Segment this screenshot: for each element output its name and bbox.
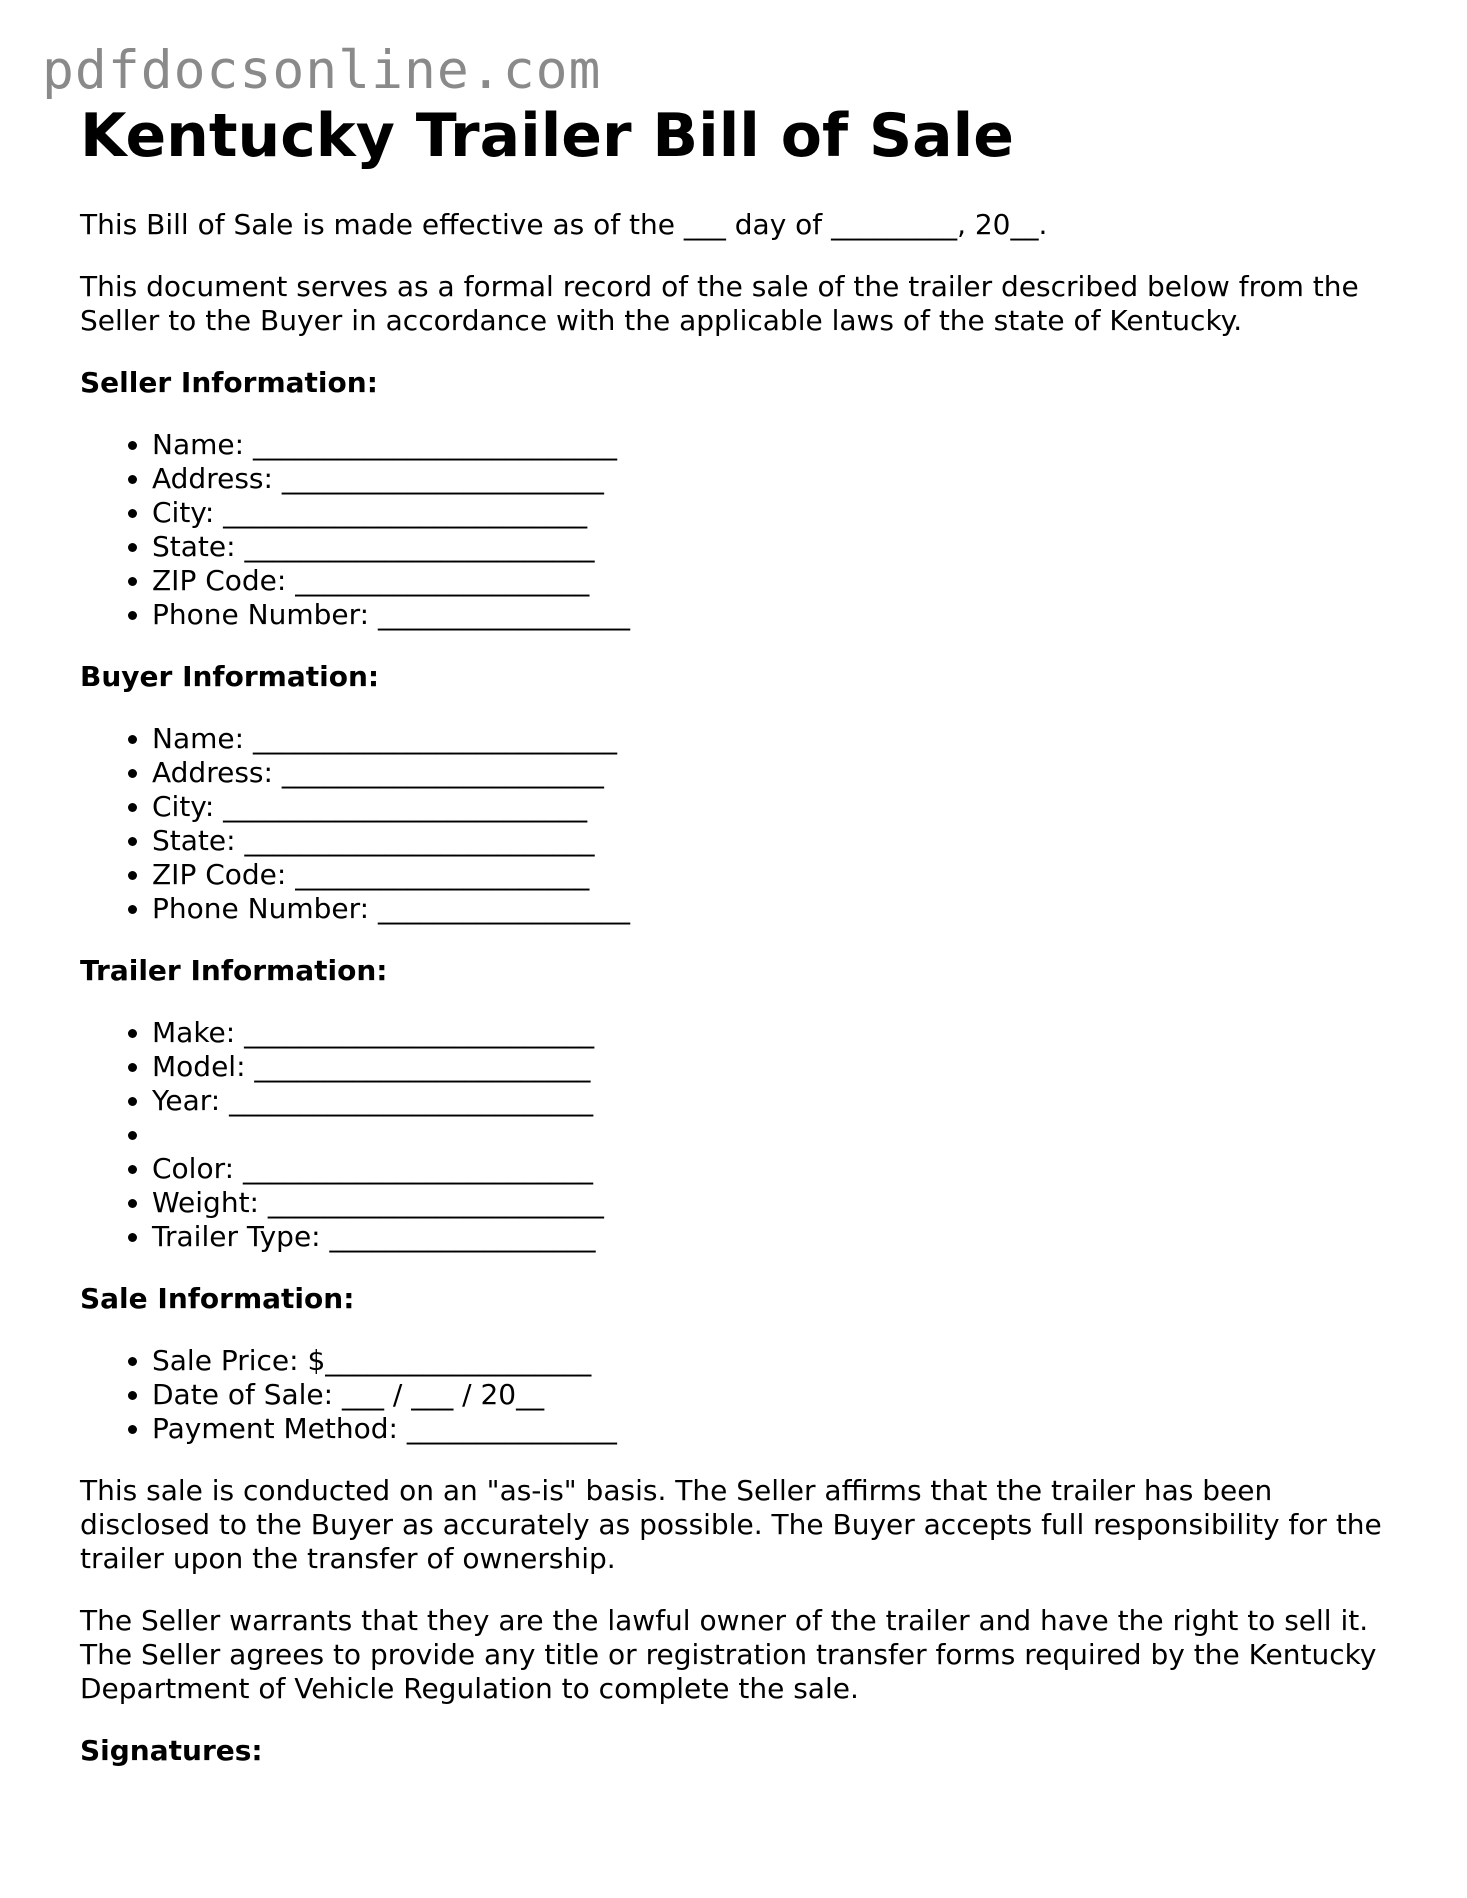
document-body xyxy=(80,208,1400,1796)
sale-section xyxy=(80,1282,1400,1446)
purpose-paragraph: This document serves as a formal record of the sale of the trailer described below from the Seller to the Buyer in accordance with the applicable laws of the state of Kentucky. xyxy=(80,270,1359,337)
sale-list xyxy=(80,1344,1400,1446)
buyer-city-field: • City: __________________________ xyxy=(152,790,1400,824)
watermark: pdfdocsonline.com xyxy=(42,40,602,101)
trailer-section xyxy=(80,954,1400,1254)
trailer-make-field: • Make: _________________________ xyxy=(152,1016,1400,1050)
trailer-list xyxy=(80,1016,1400,1254)
buyer-heading: Buyer Information: xyxy=(80,660,380,693)
signatures-heading: Signatures: xyxy=(80,1734,263,1767)
seller-zip-field: • ZIP Code: _____________________ xyxy=(152,564,1400,598)
seller-address-field: • Address: _______________________ xyxy=(152,462,1400,496)
as-is-paragraph: This sale is conducted on an "as-is" basis. The Seller affirms that the trailer has been disclosed to the Buyer as accurately as possible. The Buyer accepts full responsibility for the trailer upon the transfer of ownership. xyxy=(80,1474,1382,1575)
trailer-empty-item xyxy=(152,1118,1400,1152)
seller-section xyxy=(80,366,1400,632)
seller-state-field: • State: _________________________ xyxy=(152,530,1400,564)
buyer-address-field: • Address: _______________________ xyxy=(152,756,1400,790)
trailer-model-field: • Model: ________________________ xyxy=(152,1050,1400,1084)
trailer-heading: Trailer Information: xyxy=(80,954,388,987)
sale-date-field: • Date of Sale: ___ / ___ / 20__ xyxy=(152,1378,1400,1412)
seller-phone-field: • Phone Number: __________________ xyxy=(152,598,1400,632)
trailer-weight-field: • Weight: ________________________ xyxy=(152,1186,1400,1220)
payment-method-field: • Payment Method: _______________ xyxy=(152,1412,1400,1446)
seller-city-field: • City: __________________________ xyxy=(152,496,1400,530)
seller-name-field: • Name: __________________________ xyxy=(152,428,1400,462)
trailer-year-field: • Year: __________________________ xyxy=(152,1084,1400,1118)
seller-heading: Seller Information: xyxy=(80,366,378,399)
buyer-state-field: • State: _________________________ xyxy=(152,824,1400,858)
warranty-paragraph: The Seller warrants that they are the lawful owner of the trailer and have the right to sell it. The Seller agrees to provide any title or registration transfer forms required by the Kentucky Department of Vehicle Regulation to complete the sale. xyxy=(80,1604,1377,1705)
buyer-list xyxy=(80,722,1400,926)
sale-price-field: • Sale Price: $___________________ xyxy=(152,1344,1400,1378)
trailer-type-field: • Trailer Type: ___________________ xyxy=(152,1220,1400,1254)
seller-list xyxy=(80,428,1400,632)
trailer-color-field: • Color: _________________________ xyxy=(152,1152,1400,1186)
buyer-section xyxy=(80,660,1400,926)
buyer-name-field: • Name: __________________________ xyxy=(152,722,1400,756)
buyer-phone-field: • Phone Number: __________________ xyxy=(152,892,1400,926)
effective-date-paragraph: This Bill of Sale is made effective as of the ___ day of _________, 20__. xyxy=(80,208,1048,241)
page-title: Kentucky Trailer Bill of Sale xyxy=(80,101,1014,171)
sale-heading: Sale Information: xyxy=(80,1282,355,1315)
buyer-zip-field: • ZIP Code: _____________________ xyxy=(152,858,1400,892)
